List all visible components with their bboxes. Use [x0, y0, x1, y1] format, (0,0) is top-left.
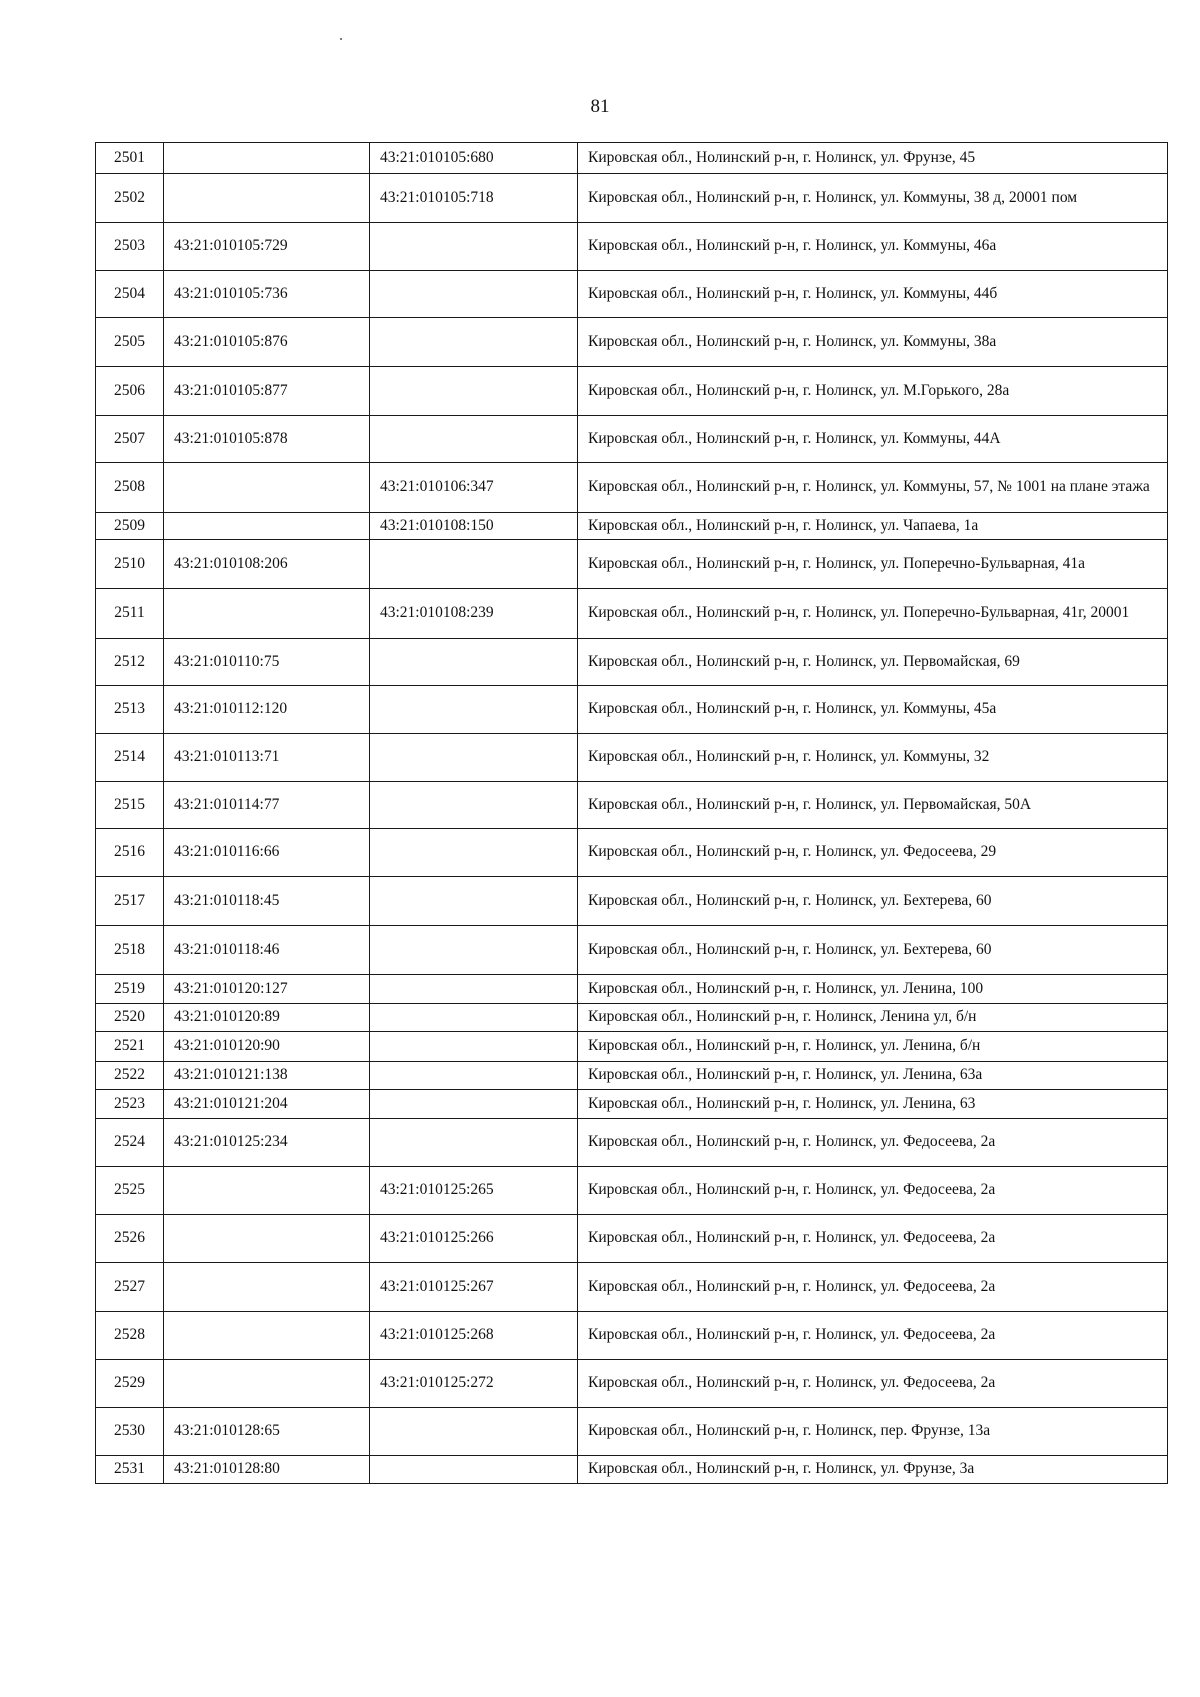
table-row — [96, 318, 1168, 367]
land-cadastral-cell — [164, 589, 370, 639]
object-cadastral-cell: 43:21:010105:680 — [370, 143, 578, 174]
table-row — [96, 540, 1168, 589]
row-number-cell: 2508 — [96, 463, 164, 513]
object-cadastral-cell — [370, 829, 578, 877]
object-cadastral-cell — [370, 926, 578, 975]
land-cadastral-cell: 43:21:010120:127 — [164, 975, 370, 1004]
land-cadastral-cell: 43:21:010105:736 — [164, 271, 370, 318]
row-number-cell: 2506 — [96, 367, 164, 416]
row-number-cell: 2503 — [96, 223, 164, 271]
object-cadastral-cell — [370, 782, 578, 829]
table-row — [96, 1119, 1168, 1167]
row-number-cell: 2504 — [96, 271, 164, 318]
object-cadastral-cell — [370, 1032, 578, 1062]
object-cadastral-cell — [370, 975, 578, 1004]
table-row — [96, 926, 1168, 975]
land-cadastral-cell: 43:21:010121:204 — [164, 1090, 370, 1119]
row-number-cell: 2514 — [96, 734, 164, 782]
row-number-cell: 2521 — [96, 1032, 164, 1062]
address-cell: Кировская обл., Нолинский р-н, г. Нолинск, ул. Бехтерева, 60 — [578, 877, 1168, 926]
address-cell: Кировская обл., Нолинский р-н, г. Нолинск, ул. Ленина, б/н — [578, 1032, 1168, 1062]
address-cell: Кировская обл., Нолинский р-н, г. Нолинск, ул. Коммуны, 38а — [578, 318, 1168, 367]
scan-speck — [340, 38, 342, 40]
object-cadastral-cell — [370, 1456, 578, 1484]
page-number: 81 — [590, 96, 610, 117]
row-number-cell: 2528 — [96, 1312, 164, 1360]
land-cadastral-cell — [164, 463, 370, 513]
object-cadastral-cell — [370, 877, 578, 926]
registry-body — [96, 143, 1168, 1484]
object-cadastral-cell — [370, 416, 578, 463]
table-row — [96, 1215, 1168, 1263]
land-cadastral-cell: 43:21:010118:45 — [164, 877, 370, 926]
land-cadastral-cell — [164, 1360, 370, 1408]
row-number-cell: 2515 — [96, 782, 164, 829]
address-cell: Кировская обл., Нолинский р-н, г. Нолинск, ул. Федосеева, 29 — [578, 829, 1168, 877]
table-row — [96, 1090, 1168, 1119]
address-cell: Кировская обл., Нолинский р-н, г. Нолинск, ул. Коммуны, 38 д, 20001 пом — [578, 174, 1168, 223]
address-cell: Кировская обл., Нолинский р-н, г. Нолинск, ул. Коммуны, 46а — [578, 223, 1168, 271]
object-cadastral-cell — [370, 1004, 578, 1032]
address-cell: Кировская обл., Нолинский р-н, г. Нолинск, ул. Поперечно-Бульварная, 41а — [578, 540, 1168, 589]
table-row — [96, 1408, 1168, 1456]
row-number-cell: 2530 — [96, 1408, 164, 1456]
land-cadastral-cell — [164, 1167, 370, 1215]
land-cadastral-cell — [164, 1312, 370, 1360]
object-cadastral-cell: 43:21:010108:150 — [370, 513, 578, 540]
land-cadastral-cell: 43:21:010110:75 — [164, 639, 370, 686]
land-cadastral-cell: 43:21:010108:206 — [164, 540, 370, 589]
table-row — [96, 1032, 1168, 1062]
table-row — [96, 271, 1168, 318]
table-row — [96, 1062, 1168, 1090]
row-number-cell: 2509 — [96, 513, 164, 540]
row-number-cell: 2513 — [96, 686, 164, 734]
address-cell: Кировская обл., Нолинский р-н, г. Нолинск, ул. Коммуны, 57, № 1001 на плане этажа — [578, 463, 1168, 513]
land-cadastral-cell: 43:21:010128:65 — [164, 1408, 370, 1456]
land-cadastral-cell: 43:21:010105:729 — [164, 223, 370, 271]
table-row — [96, 829, 1168, 877]
object-cadastral-cell: 43:21:010125:266 — [370, 1215, 578, 1263]
row-number-cell: 2517 — [96, 877, 164, 926]
table-row — [96, 975, 1168, 1004]
row-number-cell: 2531 — [96, 1456, 164, 1484]
row-number-cell: 2505 — [96, 318, 164, 367]
table-row — [96, 416, 1168, 463]
address-cell: Кировская обл., Нолинский р-н, г. Нолинск, ул. М.Горького, 28а — [578, 367, 1168, 416]
object-cadastral-cell — [370, 540, 578, 589]
object-cadastral-cell — [370, 1062, 578, 1090]
land-cadastral-cell: 43:21:010105:876 — [164, 318, 370, 367]
address-cell: Кировская обл., Нолинский р-н, г. Нолинск, ул. Федосеева, 2а — [578, 1215, 1168, 1263]
row-number-cell: 2523 — [96, 1090, 164, 1119]
object-cadastral-cell — [370, 1119, 578, 1167]
object-cadastral-cell: 43:21:010106:347 — [370, 463, 578, 513]
address-cell: Кировская обл., Нолинский р-н, г. Нолинск, ул. Федосеева, 2а — [578, 1360, 1168, 1408]
address-cell: Кировская обл., Нолинский р-н, г. Нолинск, ул. Ленина, 63 — [578, 1090, 1168, 1119]
land-cadastral-cell — [164, 143, 370, 174]
address-cell: Кировская обл., Нолинский р-н, г. Нолинск, ул. Коммуны, 44А — [578, 416, 1168, 463]
row-number-cell: 2525 — [96, 1167, 164, 1215]
row-number-cell: 2520 — [96, 1004, 164, 1032]
land-cadastral-cell: 43:21:010116:66 — [164, 829, 370, 877]
land-cadastral-cell — [164, 1215, 370, 1263]
table-row — [96, 1456, 1168, 1484]
land-cadastral-cell — [164, 174, 370, 223]
address-cell: Кировская обл., Нолинский р-н, г. Нолинск, ул. Бехтерева, 60 — [578, 926, 1168, 975]
object-cadastral-cell — [370, 1408, 578, 1456]
object-cadastral-cell — [370, 367, 578, 416]
object-cadastral-cell: 43:21:010125:267 — [370, 1263, 578, 1312]
land-cadastral-cell: 43:21:010128:80 — [164, 1456, 370, 1484]
object-cadastral-cell: 43:21:010125:265 — [370, 1167, 578, 1215]
row-number-cell: 2526 — [96, 1215, 164, 1263]
address-cell: Кировская обл., Нолинский р-н, г. Нолинск, Ленина ул, б/н — [578, 1004, 1168, 1032]
registry-table — [95, 142, 1168, 1484]
land-cadastral-cell: 43:21:010120:90 — [164, 1032, 370, 1062]
land-cadastral-cell: 43:21:010113:71 — [164, 734, 370, 782]
land-cadastral-cell: 43:21:010114:77 — [164, 782, 370, 829]
address-cell: Кировская обл., Нолинский р-н, г. Нолинск, ул. Коммуны, 32 — [578, 734, 1168, 782]
object-cadastral-cell — [370, 734, 578, 782]
address-cell: Кировская обл., Нолинский р-н, г. Нолинск, ул. Ленина, 100 — [578, 975, 1168, 1004]
row-number-cell: 2527 — [96, 1263, 164, 1312]
address-cell: Кировская обл., Нолинский р-н, г. Нолинск, пер. Фрунзе, 13а — [578, 1408, 1168, 1456]
table-row — [96, 1263, 1168, 1312]
object-cadastral-cell: 43:21:010125:272 — [370, 1360, 578, 1408]
row-number-cell: 2518 — [96, 926, 164, 975]
object-cadastral-cell — [370, 1090, 578, 1119]
row-number-cell: 2519 — [96, 975, 164, 1004]
land-cadastral-cell — [164, 1263, 370, 1312]
land-cadastral-cell: 43:21:010120:89 — [164, 1004, 370, 1032]
table-row — [96, 1360, 1168, 1408]
land-cadastral-cell: 43:21:010112:120 — [164, 686, 370, 734]
table-row — [96, 734, 1168, 782]
address-cell: Кировская обл., Нолинский р-н, г. Нолинск, ул. Фрунзе, 45 — [578, 143, 1168, 174]
row-number-cell: 2522 — [96, 1062, 164, 1090]
object-cadastral-cell — [370, 223, 578, 271]
row-number-cell: 2529 — [96, 1360, 164, 1408]
address-cell: Кировская обл., Нолинский р-н, г. Нолинск, ул. Первомайская, 69 — [578, 639, 1168, 686]
row-number-cell: 2516 — [96, 829, 164, 877]
row-number-cell: 2512 — [96, 639, 164, 686]
land-cadastral-cell: 43:21:010125:234 — [164, 1119, 370, 1167]
address-cell: Кировская обл., Нолинский р-н, г. Нолинск, ул. Фрунзе, 3а — [578, 1456, 1168, 1484]
table-row — [96, 782, 1168, 829]
object-cadastral-cell — [370, 271, 578, 318]
table-row — [96, 367, 1168, 416]
table-row — [96, 639, 1168, 686]
table-row — [96, 174, 1168, 223]
object-cadastral-cell: 43:21:010108:239 — [370, 589, 578, 639]
table-row — [96, 1167, 1168, 1215]
table-row — [96, 589, 1168, 639]
object-cadastral-cell — [370, 686, 578, 734]
land-cadastral-cell: 43:21:010118:46 — [164, 926, 370, 975]
table-row — [96, 463, 1168, 513]
land-cadastral-cell — [164, 513, 370, 540]
address-cell: Кировская обл., Нолинский р-н, г. Нолинск, ул. Федосеева, 2а — [578, 1167, 1168, 1215]
address-cell: Кировская обл., Нолинский р-н, г. Нолинск, ул. Коммуны, 44б — [578, 271, 1168, 318]
table-row — [96, 223, 1168, 271]
address-cell: Кировская обл., Нолинский р-н, г. Нолинск, ул. Федосеева, 2а — [578, 1263, 1168, 1312]
address-cell: Кировская обл., Нолинский р-н, г. Нолинск, ул. Федосеева, 2а — [578, 1312, 1168, 1360]
table-row — [96, 877, 1168, 926]
address-cell: Кировская обл., Нолинский р-н, г. Нолинск, ул. Федосеева, 2а — [578, 1119, 1168, 1167]
row-number-cell: 2510 — [96, 540, 164, 589]
address-cell: Кировская обл., Нолинский р-н, г. Нолинск, ул. Ленина, 63а — [578, 1062, 1168, 1090]
object-cadastral-cell — [370, 639, 578, 686]
row-number-cell: 2507 — [96, 416, 164, 463]
land-cadastral-cell: 43:21:010105:877 — [164, 367, 370, 416]
row-number-cell: 2501 — [96, 143, 164, 174]
address-cell: Кировская обл., Нолинский р-н, г. Нолинск, ул. Чапаева, 1а — [578, 513, 1168, 540]
land-cadastral-cell: 43:21:010105:878 — [164, 416, 370, 463]
address-cell: Кировская обл., Нолинский р-н, г. Нолинск, ул. Поперечно-Бульварная, 41г, 20001 — [578, 589, 1168, 639]
table-row — [96, 1312, 1168, 1360]
row-number-cell: 2511 — [96, 589, 164, 639]
land-cadastral-cell: 43:21:010121:138 — [164, 1062, 370, 1090]
address-cell: Кировская обл., Нолинский р-н, г. Нолинск, ул. Коммуны, 45а — [578, 686, 1168, 734]
address-cell: Кировская обл., Нолинский р-н, г. Нолинск, ул. Первомайская, 50А — [578, 782, 1168, 829]
row-number-cell: 2524 — [96, 1119, 164, 1167]
object-cadastral-cell — [370, 318, 578, 367]
object-cadastral-cell: 43:21:010105:718 — [370, 174, 578, 223]
object-cadastral-cell: 43:21:010125:268 — [370, 1312, 578, 1360]
table-row — [96, 1004, 1168, 1032]
table-row — [96, 513, 1168, 540]
table-row — [96, 686, 1168, 734]
row-number-cell: 2502 — [96, 174, 164, 223]
table-row — [96, 143, 1168, 174]
